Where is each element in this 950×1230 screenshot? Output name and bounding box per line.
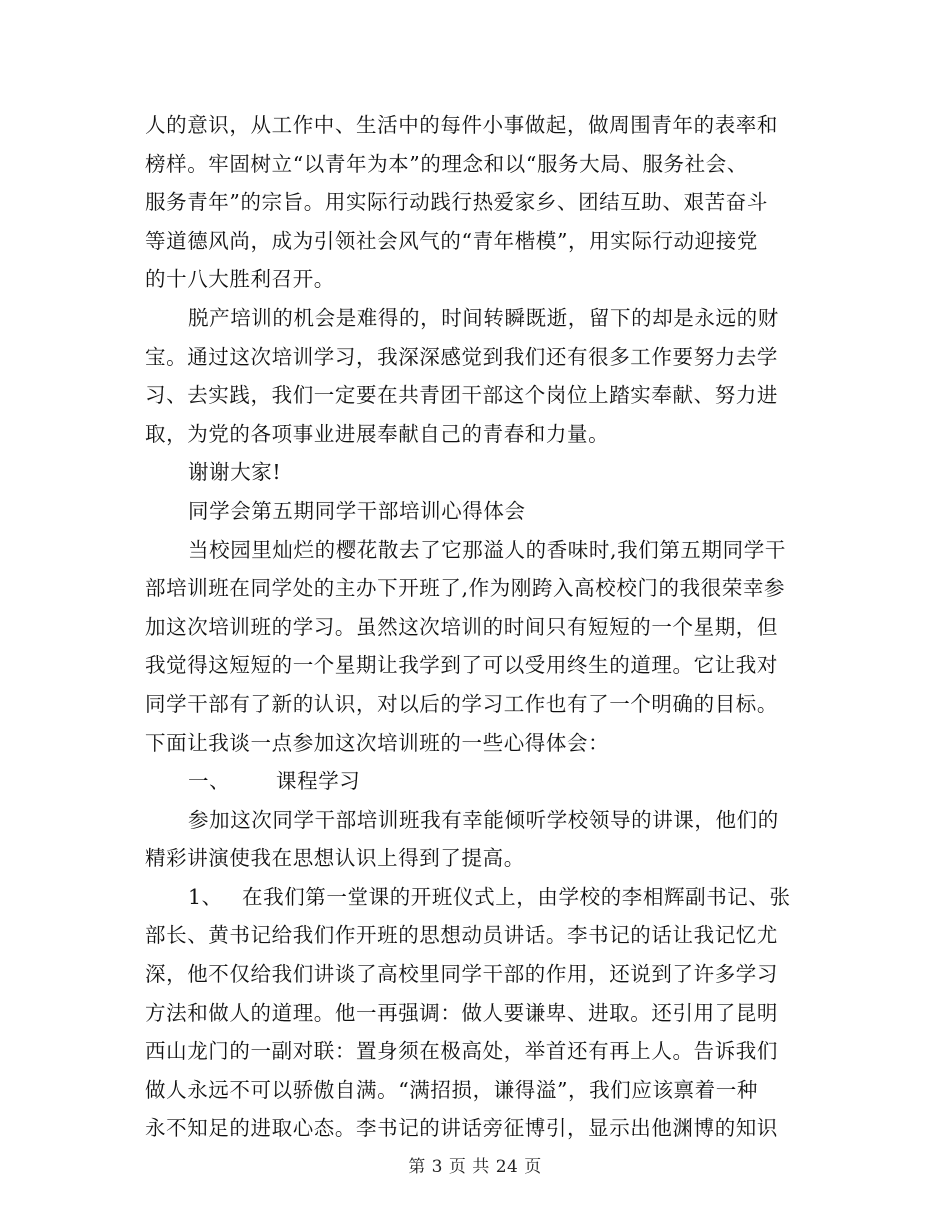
text-line: 部培训班在同学处的主办下开班了,作为刚跨入高校校门的我很荣幸参 (145, 576, 786, 601)
text-line: 服务青年”的宗旨。用实际行动践行热爱家乡、团结互助、艰苦奋斗 (145, 190, 768, 215)
text-line: 榜样。牢固树立“以青年为本”的理念和以“服务大局、服务社会、 (145, 151, 748, 176)
page-footer: 第 3 页 共 24 页 (408, 1157, 542, 1177)
text-line: 精彩讲演使我在思想认识上得到了提高。 (145, 846, 525, 871)
text-line: 同学干部有了新的认识，对以后的学习工作也有了一个明确的目标。 (145, 691, 778, 716)
text-line: 等道德风尚，成为引领社会风气的“青年楷模”，用实际行动迎接党 (145, 228, 758, 253)
text-line: 深，他不仅给我们讲谈了高校里同学干部的作用，还说到了许多学习 (145, 962, 778, 987)
document-body (145, 106, 807, 1148)
section-title: 同学会第五期同学干部培训心得体会 (188, 498, 526, 523)
text-line: 习、去实践，我们一定要在共青团干部这个岗位上踏实奉献、努力进 (145, 383, 778, 408)
text-line: 宝。通过这次培训学习，我深深感觉到我们还有很多工作要努力去学 (145, 344, 778, 369)
text-line: 加这次培训班的学习。虽然这次培训的时间只有短短的一个星期，但 (145, 614, 778, 639)
text-line: 做人永远不可以骄傲自满。“满招损，谦得溢”，我们应该禀着一种 (145, 1077, 758, 1102)
text-line: 当校园里灿烂的樱花散去了它那溢人的香味时,我们第五期同学干 (188, 537, 786, 562)
text-line: 的十八大胜利召开。 (145, 267, 335, 292)
text-line: 我觉得这短短的一个星期让我学到了可以受用终生的道理。它让我对 (145, 653, 778, 678)
item-number: 1、 (188, 884, 223, 909)
closing-line: 谢谢大家! (188, 460, 282, 485)
heading-line (145, 762, 807, 801)
heading-number: 一、 (188, 769, 231, 794)
text-line: 下面让我谈一点参加这次培训班的一些心得体会： (145, 730, 610, 755)
text-line: 永不知足的进取心态。李书记的讲话旁征博引，显示出他渊博的知识 (145, 1116, 778, 1141)
text-line: 人的意识，从工作中、生活中的每件小事做起，做周围青年的表率和 (145, 113, 778, 137)
text-line: 方法和做人的道理。他一再强调：做人要谦卑、进取。还引用了昆明 (145, 1000, 778, 1025)
text-line: 脱产培训的机会是难得的，时间转瞬既逝，留下的却是永远的财 (188, 305, 779, 330)
text-line: 部长、黄书记给我们作开班的思想动员讲话。李书记的话让我记忆尤 (145, 923, 778, 948)
text-line: 参加这次同学干部培训班我有幸能倾听学校领导的讲课，他们的 (188, 807, 779, 832)
text-line: 取，为党的各项事业进展奉献自己的青春和力量。 (145, 421, 610, 446)
numbered-line (145, 878, 807, 917)
text-line: 西山龙门的一副对联：置身须在极高处，举首还有再上人。告诉我们 (145, 1039, 778, 1064)
heading-text: 课程学习 (276, 769, 361, 794)
item-text: 在我们第一堂课的开班仪式上，由学校的李相辉副书记、张 (242, 884, 791, 909)
